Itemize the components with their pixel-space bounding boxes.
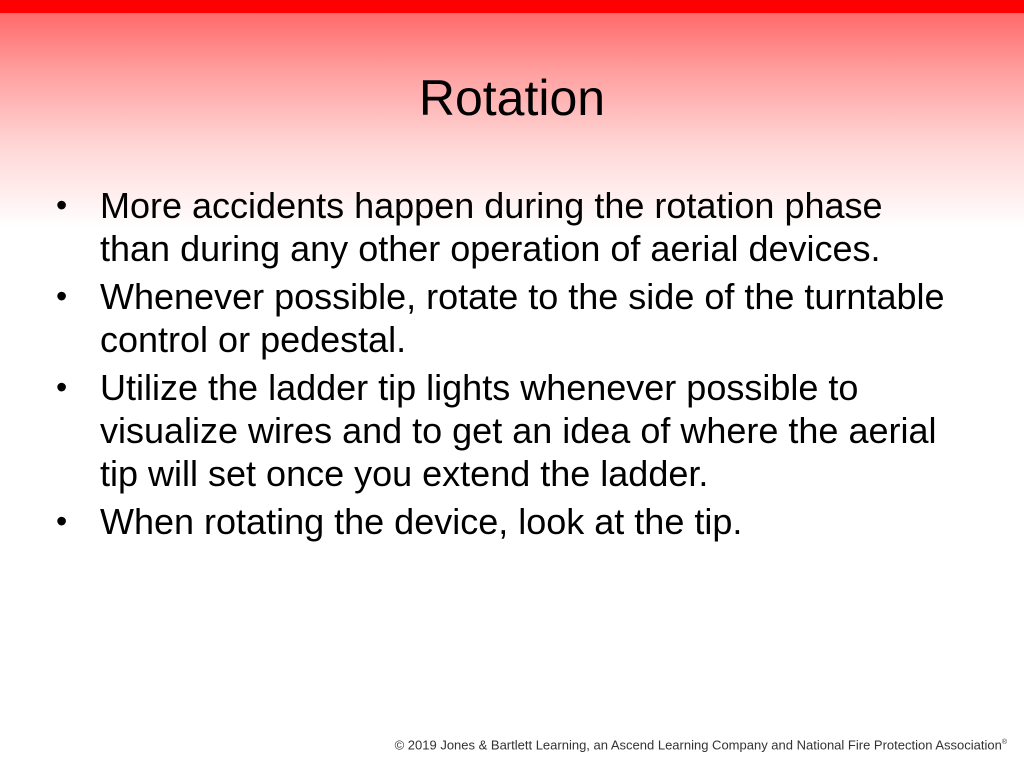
bullet-item <box>56 275 956 361</box>
bullet-dot-icon: • <box>56 503 68 539</box>
copyright-text: © 2019 Jones & Bartlett Learning, an Ascend Learning Company and National Fire Protection Association <box>394 737 1002 753</box>
bullet-dot-icon: • <box>56 187 68 223</box>
copyright-footer <box>395 734 1007 754</box>
top-red-bar <box>0 0 1024 13</box>
bullet-list <box>56 184 956 548</box>
bullet-item <box>56 500 956 543</box>
bullet-text: More accidents happen during the rotation phase than during any other operation of aerial devices. <box>100 185 883 269</box>
bullet-dot-icon: • <box>56 278 68 314</box>
bullet-text: When rotating the device, look at the tip. <box>100 501 743 542</box>
bullet-item <box>56 366 956 495</box>
bullet-dot-icon: • <box>56 369 68 405</box>
bullet-item <box>56 184 956 270</box>
slide-title: Rotation <box>418 70 606 126</box>
registered-mark: ® <box>1001 739 1007 746</box>
bullet-text: Whenever possible, rotate to the side of the turntable control or pedestal. <box>100 276 945 360</box>
bullet-text: Utilize the ladder tip lights whenever possible to visualize wires and to get an idea of where the aerial tip will set once you extend the ladder. <box>100 367 937 494</box>
